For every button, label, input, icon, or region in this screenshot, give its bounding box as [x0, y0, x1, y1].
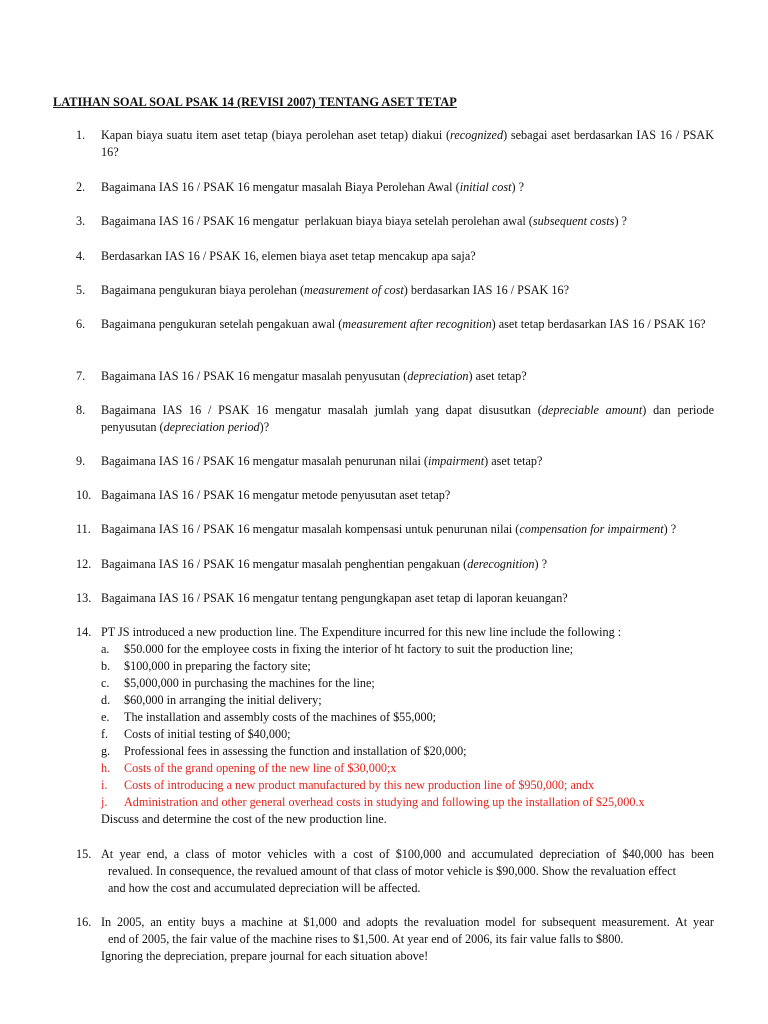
question-text: Bagaimana IAS 16 / PSAK 16 mengatur masalah penghentian pengakuan (derecognition) ?	[101, 557, 547, 571]
question-number: 4.	[76, 249, 86, 263]
question-number: 16.	[76, 915, 92, 929]
question-number: 14.	[76, 625, 92, 639]
question-number: 15.	[76, 847, 92, 861]
question-text: Bagaimana IAS 16 / PSAK 16 mengatur tentang pengungkapan aset tetap di laporan keuangan?	[101, 591, 568, 605]
question-text: Bagaimana IAS 16 / PSAK 16 mengatur masalah Biaya Perolehan Awal (initial cost) ?	[101, 180, 524, 194]
question-text: Bagaimana pengukuran biaya perolehan (measurement of cost) berdasarkan IAS 16 / PSAK 16?	[101, 283, 569, 297]
question-text: Berdasarkan IAS 16 / PSAK 16, elemen biaya aset tetap mencakup apa saja?	[101, 249, 476, 263]
question-number: 10.	[76, 488, 92, 502]
question-text: In 2005, an entity buys a machine at $1,000 and adopts the revaluation model for subsequent measurement. At year end of 2005, the fair value of the machine rises to $1,500. At year end of 2006, its fair value falls to $800. Ignoring the depreciation, prepare journal for each situation above!	[101, 915, 714, 963]
question-text: Kapan biaya suatu item aset tetap (biaya perolehan aset tetap) diakui (recognized) sebagai aset berdasarkan IAS 16 / PSAK 16?	[101, 128, 715, 159]
page-title: LATIHAN SOAL SOAL PSAK 14 (REVISI 2007) TENTANG ASET TETAP	[53, 95, 457, 109]
question-text: Bagaimana IAS 16 / PSAK 16 mengatur masalah penyusutan (depreciation) aset tetap?	[101, 369, 527, 383]
question-number: 8.	[76, 403, 86, 417]
document-page: LATIHAN SOAL SOAL PSAK 14 (REVISI 2007) TENTANG ASET TETAP 1. Kapan biaya suatu item aset tetap (biaya perolehan aset tetap) diakui (recognized) sebagai aset berdasarkan IAS 16 / PSAK 16? 2. Bagaimana IAS 16 / PSAK 16 mengatur masalah Biaya Perolehan Awal (initial cost) ? 3. Bagaimana IAS 16 / PSAK 16 mengatur perlakuan biaya biaya setelah perolehan awal (subsequent costs) ? 4. Berdasarkan IAS 16 / PSAK 16, elemen biaya aset tetap mencakup apa saja? 5. Bagaimana pengukuran biaya perolehan (measurement of cost) berdasarkan IAS 16 / PSAK 16? 6. Bagaimana pengukuran setelah pengakuan awal (measurement after recognition) aset tetap berdasarkan IAS 16 / PSAK 16? 7. Bagaimana IAS 16 / PSAK 16 mengatur masalah penyusutan (depreciation) aset tetap? 8. Bagaimana IAS 16 / PSAK 16 mengatur masalah jumlah yang dapat disusutkan (depreciable amount) dan periode penyusutan (depreciation period)? 9. Bagaimana IAS 16 / PSAK 16 mengatur masalah penurunan nilai (impairment) aset tetap? 10. Bagaimana IAS 16 / PSAK 16 mengatur metode penyusutan aset tetap? 11. Bagaimana IAS 16 / PSAK 16 mengatur masalah kompensasi untuk penurunan nilai (compensation for impairment) ? 12. Bagaimana IAS 16 / PSAK 16 mengatur masalah penghentian pengakuan (derecognition) ? 13. Bagaimana IAS 16 / PSAK 16 mengatur tentang pengungkapan aset tetap di laporan keuangan? 14. PT JS introduced a new production line. The Expenditure incurred for this new line include the following : a. $50.000 for the employee costs in fixing the interior of ht factory to suit the production line; b. $100,000 in preparing the factory site; c. $5,000,000 in purchasing the machines for the line; d. $60,000 in arranging the initial delivery; e. The installation and assembly costs of the machines of $55,000; f. Costs of initial testing of $40,000; g. Professional fees in assessing the function and installation of $20,000; h. Costs of the grand opening of the new line of $30,000;x i. Costs of introducing a new product manufactured by this new production line of $950,000; andx j. Administration and other general overhead costs in studying and following up the installation of $25,000.x Discuss and determine the cost of the new production line. 15. At year end, a class of motor vehicles with a cost of $100,000 and accumulated depreciation of $40,000 has been revalued. In consequence, the revalued amount of that class of motor vehicle is $90,000. Show the revaluation effect and how the cost and accumulated depreciation will be affected. 16. In 2005, an entity buys a machine at $1,000 and adopts the revaluation model for subsequent measurement. At year end of 2005, the fair value of the machine rises to $1,500. At year end of 2006, its fair value falls to $800. Ignoring the depreciation, prepare journal for each situation above!	[53, 95, 715, 963]
question-number: 6.	[76, 317, 86, 331]
question-number: 12.	[76, 557, 92, 571]
question-number: 5.	[76, 283, 86, 297]
question-number: 2.	[76, 180, 86, 194]
question-number: 7.	[76, 369, 86, 383]
question-text: Bagaimana IAS 16 / PSAK 16 mengatur perlakuan biaya biaya setelah perolehan awal (subsequent costs) ?	[101, 214, 627, 228]
question-number: 9.	[76, 454, 86, 468]
question-text: Bagaimana IAS 16 / PSAK 16 mengatur masalah kompensasi untuk penurunan nilai (compensation for impairment) ?	[101, 522, 677, 536]
question-number: 13.	[76, 591, 92, 605]
question-text: Bagaimana IAS 16 / PSAK 16 mengatur masalah penurunan nilai (impairment) aset tetap?	[101, 454, 543, 468]
question-number: 3.	[76, 214, 86, 228]
question-intro: PT JS introduced a new production line. The Expenditure incurred for this new line include the following :	[101, 625, 622, 639]
question-text: Bagaimana IAS 16 / PSAK 16 mengatur metode penyusutan aset tetap?	[101, 488, 451, 502]
question-number: 11.	[76, 522, 91, 536]
question-text: Bagaimana pengukuran setelah pengakuan awal (measurement after recognition) aset tetap berdasarkan IAS 16 / PSAK 16?	[101, 317, 706, 331]
question-text: At year end, a class of motor vehicles with a cost of $100,000 and accumulated depreciation of $40,000 has been revalued. In consequence, the revalued amount of that class of motor vehicle is $90,000. Show the revaluation effect and how the cost and accumulated depreciation will be affected.	[101, 847, 714, 895]
question-number: 1.	[76, 128, 86, 142]
question-text: Bagaimana IAS 16 / PSAK 16 mengatur masalah jumlah yang dapat disusutkan (depreciable amount) dan periode penyusutan (depreciation period)?	[101, 403, 714, 434]
